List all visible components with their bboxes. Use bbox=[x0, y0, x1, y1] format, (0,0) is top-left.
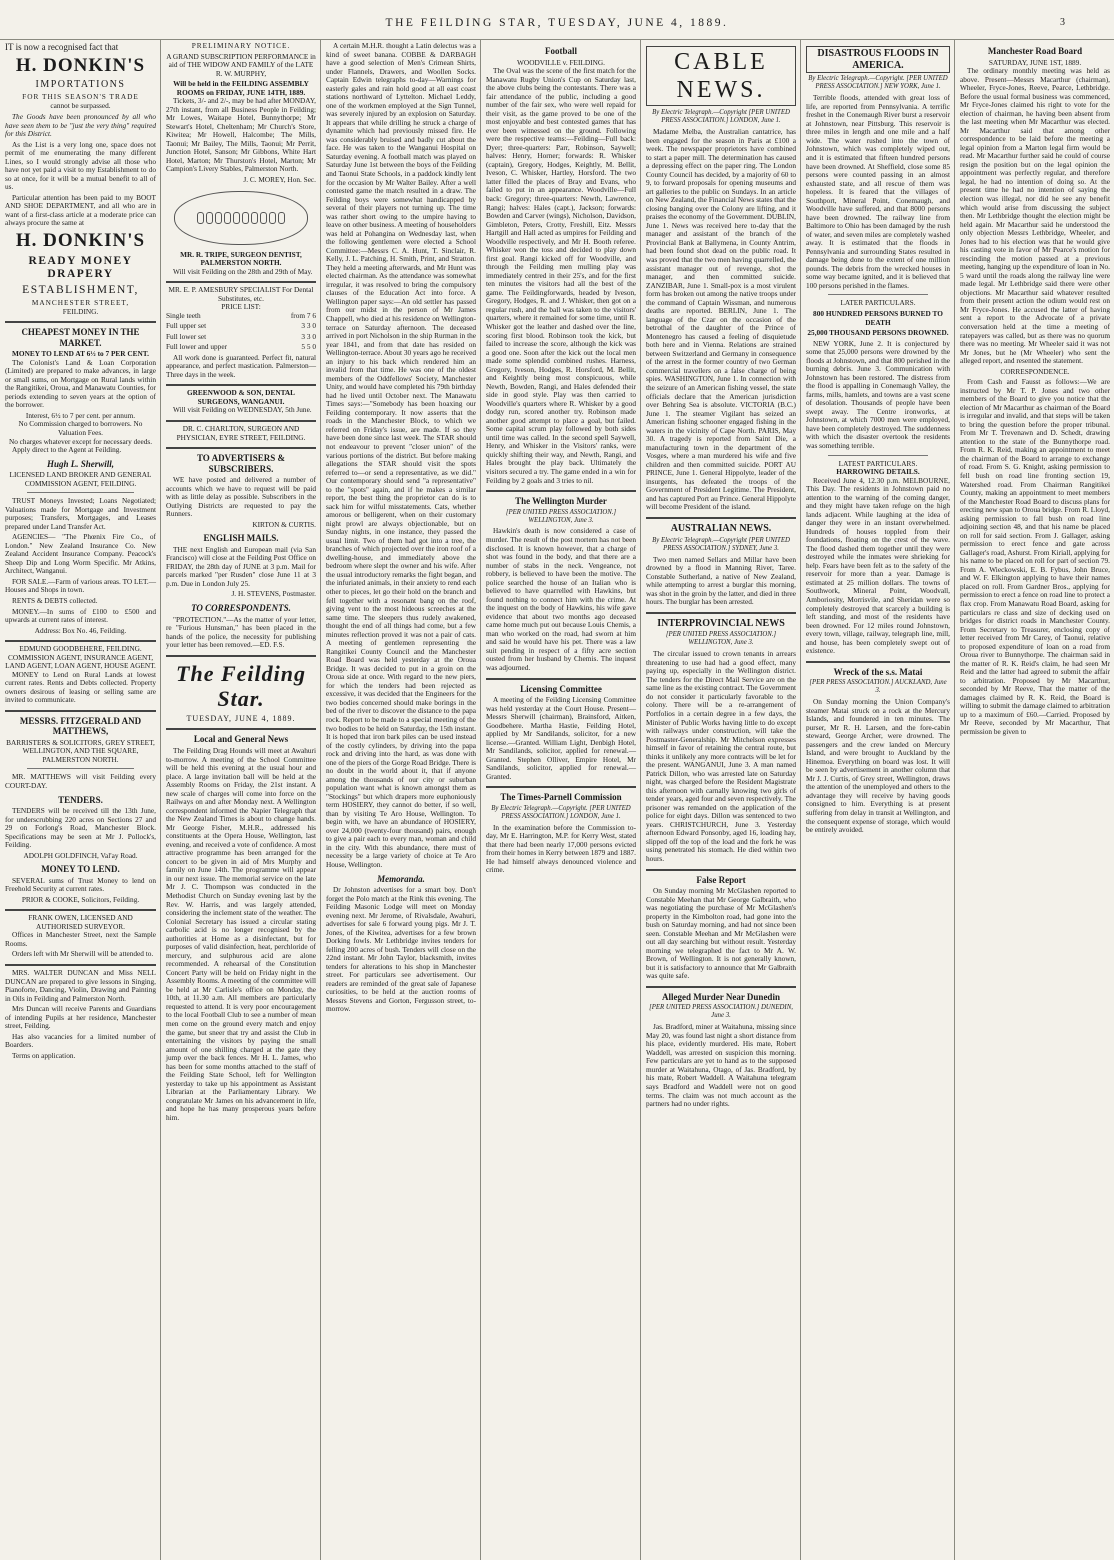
unsurpassed-text: cannot be surpassed. bbox=[50, 100, 111, 110]
cheapest-money-heading: CHEAPEST MONEY IN THE MARKET. bbox=[21, 327, 140, 348]
latest-heading: LATEST PARTICULARS. bbox=[838, 458, 918, 468]
owen-orders: Orders left with Mr Sherwill will be attended to. bbox=[12, 949, 154, 959]
murder-text: Hawkin's death is now considered a case of murder. The result of the post mortem has not been disclosed. It is known however, that a charge of shot was found in the body, and that there are a number of stabs in the neck. Vengeance, not robbery, is believed to have been the motive. The police searched the house of an Italian who is believed to have quarrelled with Hawkins, but found nothing to connect him with the crime. At the inquest on the body of Hawkins, his wife gave evidence that about two months ago deceased came home much put out because Louis Chemis, a man who worked on the road, had sworn at him and said he would have his pet. There was a law suit pending in respect of a fifty acre section ousted from her husband by Chemis. The inquest was adjourned. bbox=[486, 526, 636, 672]
price-item: Full lower and upper bbox=[166, 342, 227, 352]
cable-sub: By Electric Telegraph.—Copyright [PER UNITED PRESS ASSOCIATION.] LONDON, June 1. bbox=[652, 109, 790, 125]
trust-text: TRUST Moneys Invested; Loans Negotiated; Valuations made for Mortgage and Investment purposes; Transfers, Mortgages, and Leases prepared under Land Transfer Act. bbox=[5, 496, 156, 531]
boot-shoe-text: Particular attention has been paid to my BOOT AND SHOE DEPARTMENT, and all who are in want of a first-class article at a moderate price can always procure the same at bbox=[5, 192, 156, 228]
local-news-heading: Local and General News bbox=[193, 734, 289, 745]
grand-performance: A GRAND SUBSCRIPTION PERFORMANCE in aid of THE WIDOW AND FAMILY of the LATE R. W. MURPHY, bbox=[166, 51, 316, 78]
column-4 bbox=[480, 40, 640, 1560]
price-value: 3 3 0 bbox=[301, 321, 316, 331]
no-commission: No Commission charged to borrowers. No Valuation Fees. bbox=[18, 419, 143, 437]
money-to-lend-heading: MONEY TO LEND. bbox=[41, 864, 120, 875]
column-3 bbox=[320, 40, 480, 1560]
tenders-heading: TENDERS. bbox=[58, 794, 103, 805]
advertisers-text: WE have posted and delivered a number of accounts which we have to request will be paid with as little delay as possible. Subscribers in the Outlying Districts are requested to pay the Runners. bbox=[166, 475, 316, 519]
barristers-text: BARRISTERS & SOLICITORS, GREY STREET, WELLINGTON, AND THE SQUARE, PALMERSTON NORTH. bbox=[6, 737, 155, 764]
column-2 bbox=[160, 40, 320, 1560]
correspondents-text: "PROTECTION."—As the matter of your letter, re "Furious Hunsman," has been placed in the hands of the police, the necessity for publishing your letter has been removed.—ED. F.S. bbox=[166, 614, 316, 650]
money-text: MONEY.—In sums of £100 to £500 and upwards at current rates of interest. bbox=[5, 606, 156, 625]
price-list-label: PRICE LIST: bbox=[221, 302, 261, 312]
english-mails-text: THE next English and European mail (via San Francisco) will close at the Feilding Post Office on FRIDAY, the 28th day of JUNE at 3 p.m. Mail for parcels marked "per Rusden" close June 11 at 3 p.m. Due in London July 25. bbox=[166, 544, 316, 588]
apply-text: Apply direct to the Agent at Feilding. bbox=[12, 445, 122, 455]
goodbehere-text: MONEY to Lend on Rural Lands at lowest current rates. Rents and Debts collected. Property owners desirous of leasing or selling same are invited to communicate. bbox=[5, 669, 156, 705]
postmaster-sig: J. H. STEVENS, Postmaster. bbox=[231, 589, 316, 599]
amesbury-ad: MR. E. P. AMESBURY SPECIALIST For Dental Substitutes, etc. bbox=[168, 285, 314, 303]
correspondence-text: From Cash and Fausst as follows:—We are instructed by Mr T. P. Jones and two other members of the Board to give you notice that the election of Mr Macarthur as chairman of the Board is irregular and invalid, and that steps will be taken to bring the question before the proper tribunal. From Mr T. Trevenawn and D. Schedt, drawing attention to the state of the Bunnythorpe road. From R. K. Reid, making an appointment to meet the chairman of the Board to arrange to exchange of road. From S. G. Knight, asking permission to fell bush on road line fronting section 19, Watershed road. From Chairman Rangitikei County, making an appointment to meet members of the Manchester Road Board to discuss plans for erecting new span to Oroua bridge. From R. Lloyd, asking permission to fall bush on road line adjoining section 48, and that his name be placed on roll for said section. From J. Gallager, asking permission to erect fence and gate across Gallager's road, Ashurst. From Kiriall, applying for his name to be placed on roll for part of section 79. From A. Wieckowski, E. B. Fybus, John Bruce, and W. F. Elkington applying to have their names placed on roll. From Gardner Bros., applying for permission to erect a fence on road line to protect a flax crop. From Manawatu Road Board, asking for particulars re class and size of decking used on bridges for district roads in Manchester County. From Secretary to Treasurer, enclosing copy of letter received from Mr Carey, of Taonui, relative to proposed expenditure of loan on a road from Oroua river to Bunnythorpe. The chairman said in the matter of R. K. Reid's claim, he had seen Mr Reid and the latter had agreed to submit the affair to arbitration. Proposed by Mr Macarthur, seconded by Mr Reeve, That the matter of the damages claimed by R. K. Reid, the Board is willing to submit the damage claimed to arbitration up to a maximum of £60.—Carried. Proposed by Mr Reeve, seconded by Mr Macarthur, That permission be given to bbox=[960, 377, 1110, 736]
dunedin-sub: [PER UNITED PRESS ASSOCIATION.] DUNEDIN, June 3. bbox=[649, 1004, 793, 1020]
duncan-text-2: Mrs Duncan will receive Parents and Guardians of intending Pupils at her residence, Manchester street, Feilding. bbox=[5, 1004, 156, 1031]
licensing-text: A meeting of the Feilding Licensing Committee was held yesterday at the Court House. Present—Messrs Sherwill (chairman), Brainsford, Aitken, Goodbehere. Martha Hastie, Feilding Hotel, applied by Mr Sandilands, solicitor, for a new license.—Granted. William Light, Denbigh Hotel, Mr Sandilands, solicitor, applied for renewal.—Granted. Stephen Olliver, Empire Hotel, Mr Sandilands, solicitor, applied for renewal.—Granted. bbox=[486, 695, 636, 781]
price-row bbox=[166, 333, 316, 342]
local-news-text: The Feilding Drag Hounds will meet at Awahuri to-morrow. A meeting of the School Committee will be held this evening at the usual hour and place. A large invitation ball will be held at the Assembly Rooms on Friday, the 21st instant. A new scale of charges will come into force on the Railways on and after Monday next. A Wellington correspondent informed the Napier Telegraph that the New Zealand Times is about to change hands. Mr George Fisher, M.H.R., addressed his constituents at the Opera House, Wellington, last evening, and received a vote of confidence. A most attractive programme has been arranged for the concert to be given in aid of Mrs Murphy and family on June 14th. The programme will appear in our next issue. The memorial service on the late Mr J. C. Thompson was conducted in the Methodist Church on Sunday evening last by the Rev. W. Harris, and was largely attended, considering the inclement state of the weather. The Colonial Secretary has issued a circular stating carbolic acid is no longer recognised by the authorities at Home as a disinfectant, but for purposes of valid disinfection, heat, perchloride of mercury, and sulphurous acid are alone recommended. A rehearsal of the Constitution Concert Party will be held on Friday night in the Assembly Rooms. A meeting of the committee will be held at Mr Carlisle's office on Monday, the 10th, at 11.30 a.m. All members are particularly requested to attend. It is very poor encouragement to the local Football Club to see a number of mean men come on the ground every match and enjoy the game, but sneer that try and assist the Club in entertaining the visitors by paying the small amount of one shilling charged at the gate they jump over the back fences. Mr H. L. James, who has been for some months attached to the staff of the Feilding State School, left for Wellington yesterday to take up his appointment as Assistant Librarian at the Parliamentary Library. We congratulate Mr James on his advancement in life, and hope he has many prosperous years before him. bbox=[166, 745, 316, 1122]
goldfinch-text: ADOLPH GOLDFINCH, Val'ay Road. bbox=[23, 850, 138, 860]
column-5 bbox=[640, 40, 800, 1560]
greenwood-visit: Will visit Feilding on WEDNESDAY, 5th June. bbox=[173, 405, 312, 415]
wreck-sub: [PER PRESS ASSOCIATION.] AUCKLAND, June 3. bbox=[809, 679, 947, 695]
price-item: Full upper set bbox=[166, 321, 207, 331]
football-text: The Oval was the scene of the first match for the Manawatu Rugby Union's Cup on Saturday last, the above clubs being the contestants. There was a fair attendance of the public, including a good number of the fair sex, who were well repaid for their visit, as the game proved to be one of the most enjoyable and best contested games that has ever been witnessed on the ground. Following were the respective teams:—Feilding—Full back: Dyer; three-quarters: Parr, Robinson, Saywell; halves: Henry, Horner; forwards: R. Whisker (captain), Gregory, Hodges, Keightly, M. Bellit, Iveson, C. Whisker, Hartley, Horsford. The two latter filled the places of Bray and Evans, who failed to put in an appearance. Woodville—Full back: Gregory; three-quarters: Newth, Lawrence, Rangi; halves: Hales (capt.), Jackson; forwards: Bowden and Carver (wings), Nicholson, Davidson, Gimbleton, Peters, Crotty, Freshill, Eitz. Messrs Hartgill and Hall acted as umpires for Feilding and Woodville respectively, and Mr H. Booth referee. Whisker won the toss and decided to play down first goal. Rangi kicked off for Woodville, and through the Feilding men mulling play was immediately centred in their 25's, and for the first ten minutes the visitors had all the best of the game. The Feildingforwards, headed by Iveson, Gregory, Hodges, R. and J. Whisker, then got on a regular rush, and the ball was taken to the visitors' quarters, where it remained for some time, until R. Whisker got the leather and dashed over the line, scoring first blood. Robinson took the kick, but failed to increase the score, although the kick was a good one. Soon after the kick out the local men made some splendid combined rushes. Harness, Gregory, Iveson, Hodges, R. Horsford, M. Bellit, and Keightly being most conspicuous, while Newth, Bowden, Rangi, and Hales defended their side in good style. Play was then carried to Woodville's quarters where R. Whisker by a good dodgy run, scored another try. Robinson made another good attempt to place a goal, but failed. Some capital scrum play followed by both sides until time was called. In the second spell Saywell, Henry, and Whisker in the Visitors' ranks, were quickly shifting their way, and Newth, Rangi, and Hales brought the play back. Ultimately the visitors secured a try. The game ended in a win for Feilding by 2 goals and 3 tries to nil. bbox=[486, 66, 636, 485]
memoranda-heading: Memoranda. bbox=[377, 873, 425, 884]
floods-heading: DISASTROUS FLOODS IN AMERICA. bbox=[806, 46, 950, 73]
price-list bbox=[166, 312, 316, 352]
guaranteed-text: All work done is guaranteed. Perfect fit, natural appearance, and perfect mastication. Palmerston—Three days in the week. bbox=[166, 352, 316, 379]
road-board-heading: Manchester Road Board bbox=[987, 46, 1083, 56]
sherwill-title: LICENSED LAND BROKER AND GENERAL COMMISSION AGENT, FEILDING. bbox=[9, 470, 152, 488]
interprovincial-text: The circular issued to crown tenants in arrears threatening to use had had a good effect, many paying up, especially in the Wellington district. The tenders for the Direct Mail Service are on the same line as the existing contract. The Government do not consider it particularly favorable to the colony. There will be a re-arrangement of Portfolios in a certain degree in a few days, the Minister of Public Works having little to do except with railways under construction, will take the Postmaster-Generalship. Mr Mitchelson expresses himself in favor of retaining the central route, but thinks it unlikely any more contracts will be let for the present. WANGANUI, June 3. A man named Patrick Dillon, who was arrested late on Saturday night, was charged before the Resident Magistrate this afternoon with carnally knowing two girls of tender years, aged four and seven respectively. The prisoner was remanded on the application of the police for eight days. Dillon was sentenced to two years. CHRISTCHURCH, June 3. Yesterday afternoon Edward Ponsonby, aged 16, loading hay, slipped off the top of the load and the fork he was using penetrated his stomach. He died within two hours. bbox=[646, 649, 796, 863]
goods-text: The Goods have been pronounced by all who have seen them to be "just the very thing" required for this District. bbox=[5, 112, 156, 139]
street-text: MANCHESTER STREET, bbox=[31, 298, 130, 308]
tenders-text: TENDERS will be received till the 13th June, for underscrubbing 220 acres on Sections 27 and 29 on Forlong's Road, Manchester Block. Specifications may be seen at Mr J. Pollock's, Feilding. bbox=[5, 806, 156, 850]
false-report-heading: False Report bbox=[696, 874, 746, 885]
goodbehere-ad: EDMUND GOODBEHERE, FEILDING. COMMISSION AGENT, INSURANCE AGENT, LAND AGENT, LOAN AGENT, HOUSE AGENT. bbox=[5, 644, 156, 671]
sherwill-name: Hugh L. Sherwill, bbox=[46, 458, 115, 469]
terms-text: Terms on application. bbox=[12, 1050, 76, 1060]
rents-text: RENTS & DEBTS collected. bbox=[12, 596, 98, 606]
parnell-sub: By Electric Telegraph.—Copyright. [PER UNITED PRESS ASSOCIATION.] LONDON, June 1. bbox=[491, 804, 631, 820]
australian-text: Two men named Sellars and Millar have been drowned by a flood in Manning River, Taree. Constable Sutherland, a native of New Zealand, while attempting to arrest a burglar this morning, was shot in the groin by the latter, and died in three hours. The burglar has been arrested. bbox=[646, 554, 796, 607]
english-mails-heading: ENGLISH MAILS. bbox=[203, 533, 279, 544]
cable-text: Madame Melba, the Australian cantatrice, has been engaged for the season in Paris at £100 a week. The newspaper proprietors have combined to start a paper mill. The determination has caused a depressing effect on the paper ring. The London County Council has decided, by a majority of 60 to 9, to forward proposals for opening museums and art galleries to the public on Sundays. In an article on New Zealand, the Financial News states that the closing banging over the Colony are lifting, and it praises the economy of the Government. DUBLIN, June 1. News was received here to-day that the manager and assistant of the branch of the Provincial Bank at Ballymena, in County Antrim, had been found shot dead on the public road. It was proved that the two men having quarrelled, the assistant manager out of revenge, shot the manager, and then committed suicide. ZANZIBAR, June 1. Small-pox is a most virulent form has broken out among the native troops under the command of Captain Wissman, and numerous deaths are reported. BERLIN, June 1. The language of the Czar on the occasion of the betrothal of the daughter of the Prince of Montenegro has caused a feeling of disquietude both here and in Vienna. Relations are strained between Switzerland and Germany in consequence of the arrest in the former country of two German commercial travellers on a false charge of being spies. WASHINGTON, June 1. In connection with the seizure of an American fishing vessel, the state officials declare that the American jurisdiction over Behring Sea is absolute. VICTORIA (B.C.) June 1. The steamer Vigilant has seized an American fishing schooner engaged fishing in the waters in the vicinity of Cape North. PARIS, May 30. A tragedy is reported from Saint Die, a manufacturing town in the department of the Vosges, where a man murdered his wife and five children and then committed suicide. PORT AU PRINCE, June 1. General Hippolyte, leader of the insurgents, has defeated the troops of the Government of President Legitime. The President, and has captured Port au Prince. General Hippolyte will become President of the island. bbox=[646, 127, 796, 512]
harrowing-text: Received June 4, 12.30 p.m. MELBOURNE, This Day. The residents in Johnstown paid no attention to the warning of the coming danger, and they might have taken refuge on the high lands adjacent. While laughing at the idea of danger they were in an instant overwhelmed. Hundreds of houses toppled from their foundations, floating on the crest of the wave. The flood dashed them together until they were destroyed while the inmates were shrieking for help. Fears have been felt as to the safety of the reservoir for more than a year. Damage is estimated at 25 million dollars. The towns of Southwork, Mineral Point, Woodvall, Amboriosity, Morrisvile, and Sheridan were so completely destroyed that scarcely a building is left standing, and most of the residents have been drowned. For 12 miles round Johnstown, every town, village, railway, telegraph line, mill, and house, has been completely swept out of existence. bbox=[806, 475, 950, 656]
morey-sig: J. C. MOREY, Hon. Sec. bbox=[243, 174, 316, 184]
later-headline: 800 HUNDRED PERSONS BURNED TO DEATH bbox=[813, 309, 943, 327]
interprovincial-heading: INTERPROVINCIAL NEWS bbox=[657, 617, 785, 629]
price-item: Full lower set bbox=[166, 331, 207, 341]
kirton-curtis: KIRTON & CURTIS. bbox=[252, 519, 316, 529]
later-heading: LATER PARTICULARS. bbox=[840, 298, 916, 308]
price-row bbox=[166, 343, 316, 352]
agencies-text: AGENCIES— "The Phœnix Fire Co., of London." New Zealand Insurance Co. New Zealand Accident Insurance Company. Peacock's Sheep Dip and Long Worm Specific. Mr Atkins, Architect, Wanganui. bbox=[5, 532, 156, 576]
establishment-heading: ESTABLISHMENT, bbox=[22, 283, 139, 296]
later-text: NEW YORK, June 2. It is conjectured by some that 25,000 persons were drowned by the floods at Johnstown, and that 800 perished in the burning debris. June 3. Communication with Johnstown has been restored. The distress from the flood is appalling in Conemaugh Valley, the farms, mills, hamlets, and towns are a vast scene of desolation. Thousands of people have been swept away. The Centre ironworks, at Johnstown, at which 7000 men were employed, have been completely destroyed. The suddenness with which the disaster overtook the residents was something terrible. bbox=[806, 338, 950, 450]
assembly-held: Will be held in the FEILDING ASSEMBLY ROOMS on FRIDAY, JUNE 14TH, 1889. bbox=[173, 79, 309, 97]
greenwood-ad: GREENWOOD & SON, DENTAL SURGEONS, WANGANUI. bbox=[186, 388, 296, 406]
donkin-name-2: H. DONKIN'S bbox=[15, 229, 146, 251]
road-board-text: The ordinary monthly meeting was held as above. Present—Messrs Macarthur (chairman), Wheeler, Fryce-Jones, Reeve, Pearce, Lethbridge. Before the usual formal business was commenced, Mr Fryce-Jones claimed his right to vote for the election of chairman, he having been absent from the last meeting when Mr Macarthur was elected. Mr Macarthur said that among other correspondence to be laid before the meeting a legal opinion from a Marton legal firm would be read. Mr Macarthur further said he could of course resign the position but on the legal opinion the appointment was perfectly regular, and therefore legal, he had no intention of doing so. At the present time he had no intention of saying the election was illegal, nor did he see any benefit which would arise from discussing the subject then. Mr Lethbridge thought the election might be held again. Mr Macarthur said he understood the only objection Messrs Lethbridge, Wheeler, and Jones had to his election was that he would give his casting vote in favor of Mr Pearce's motion for rescinding the motion passed at a previous meeting, hanging up the expenditure of loan in No. 5 ward until the roads along the railway line were made legal. Mr Lethbridge said there were other objections. Mr Macarthur said whatever resulted from their present action the odium would rest on Mr Fryce-Jones. He accused the latter of having sent a report to the Advocate of a private conversation held at the time a meeting of ratepayers was called, but as there was no quorum there was no meeting. Mr Wheeler said it was not Mr Jones, but he (Mr Wheeler) who sent the alleged report, and resented the statement. bbox=[960, 66, 1110, 366]
charlton-ad: DR. C. CHARLTON, SURGEON AND PHYSICIAN, EYRE STREET, FEILDING. bbox=[176, 424, 306, 442]
duncan-text-3: Has also vacancies for a limited number of Boarders. bbox=[5, 1031, 156, 1050]
col3-news: A certain M.H.R. thought a Latin delectus was a kind of sweet banana. COBBE & DARBAGH have a good selection of Men's Crimean Shirts, under Flannels, Drawers, and Woollen Socks. Captain Edwin telegraphs to-day—Warnings for easterly gales and rain hold good at all east coast stations northward of Lyttelton. Michael Leddy, one of the workmen employed at the Sign Tunnel, was severely injured by an explosion on Saturday. It appears that while drilling he struck a charge of dynamite which had previously missed fire. He was considerably bruised and badly cut about the face. He was taken to the Wanganui Hospital on Saturday evening. A football match was played on Saturday June 1st between the boys of the Feilding and Taonui State Schools, in a paddock kindly lent for the occasion by Mr Walter Bailey. After a well contested game the match resulted in a draw. The Feilding boys were somewhat handicapped by several of their players not turning up. The time was rather short owing to the umpire having to leave on other business. A meeting of householders was held at Pohangina on Wednesday last, when the following gentlemen were elected a School Committee:—Messrs C. A. Hunt, T. Sinclair, R. Kelly, J. L. Patching, H. Smith, Print, and Stratton. They held a meeting afterwards, and Mr Hunt was elected chairman. As the attendance was somewhat irregular, it was resolved to bring the compulsory clauses of the Education Act into force. A Wellington paper says:—An old settler has passed from our midst in the person of Mr James Chappell, who died at his residence on Wellington-terrace on Saturday afternoon. The deceased arrived in port Nicholson in the ship Rurman in the year 1841, and from that date has resided on Wellington-terrace. About 30 years ago he received an injury to his back which rendered him an invalid from that time. He was one of the oldest members of the Oddfellows' Society, Manchester Unity, and would have completed his 79th birthday had he lived until October next. The Manawatu Times says:—"Somebody has been hoaxing our Feilding contemporary. It now asserts that the roads in the Manchester Block, to which we referred on Friday's issue, are made. If so they have been done since last week. The STAR should not endeavour to prevent "closer union" of the various portions of the district. But before making allegations the STAR should visit the spots referred to—or send a representative, as we did." Our contemporary should send "a representative" to the "spots" again, and if he makes a similar report, the best thing the proprietor can do is to sack him for wilful misstatements. Cats, whether amorous or belligerent, when on their customary night prowl are always objectionable, but on Sunday nights, in one instance, they passed the usual limit. Two of them had got into a tree, the branches of which projected over the iron roof of a dwelling-house, and immediately above the bedroom where slept the owner and his wife. After the usual introductory remarks the fight began, and the infuriated animals, in their anxiety to rend each other to pieces, let go their hold on the branch and fell together with a resonant bang on the roof, giving vent to the most hideous screeches at the same time. The sleepers thus rudely awakened, thought the end of all things had come, but a few minutes reflection proved it was not a pair of cats. A meeting of gentlemen representing the Rangitikei County Council and the Manchester Road Board was held yesterday at the Oroua Bridge. It was decided to put in a groin on the Oroua side at once. With regard to the new piers, for which the tenders had been rejected as excessive, it was decided that the Engineers for the two bodies concerned should make borings in the bed of the river to discover the distance to the papa rock. Report to be made to a special meeting of the two bodies to be held on Saturday, the 15th instant. It is hoped that iron bark piles can be used instead of the costly cylinders, by driving into the papa rock and driving into the hard, as was done with one of the piers of the Gorge Road Bridge. There is no doubt in the world about it, that if anyone among the thousands of our city or suburban population want what is known amongst them as "Stockings" but which drapers more euphoniously term HOSIERY, they cannot do better, if so well, than by visiting Te Aro House, Wellington. To begin with, we have an abundance of HOSIERY, over 24,000 (twenty-four thousand) pairs, enough to give a pair each to every man, woman and child in the city. With this abundance, there must of necessity be a large variety of choice at Te Aro House, Wellington. bbox=[326, 41, 476, 869]
fitzgerald-heading: MESSRS. FITZGERALD AND MATTHEWS, bbox=[19, 715, 142, 737]
price-item: Single teeth bbox=[166, 310, 201, 320]
licensing-heading: Licensing Committee bbox=[520, 683, 602, 694]
australian-heading: AUSTRALIAN NEWS. bbox=[670, 522, 772, 534]
tripe-ad: MR. R. TRIPE, SURGEON DENTIST, PALMERSTON NORTH. bbox=[180, 249, 302, 268]
masthead-title: THE FEILDING STAR, TUESDAY, JUNE 4, 1889. bbox=[0, 0, 1114, 40]
football-match: WOODVILLE v. FEILDING. bbox=[517, 57, 605, 67]
dunedin-text: Jas. Bradford, miner at Waitahuna, missing since May 20, was found last night a short distance from his place, evidently murdered. His mate, Robert Waddell, was arrested on suspicion this morning. Few particulars are yet to hand as to the supposed murder at Waitahuna, Otago, of Jas. Bradford, by his mate, Robert Waddell. A Waitahuna telegram says Bradford and Waddell were not on good terms. The claim was not much account as the partners had no under rights. bbox=[646, 1022, 796, 1109]
tickets-text: Tickets, 3/- and 2/-, may be had after MONDAY, 27th instant, from all Business People in Feilding; Mr Lowes, Waitape Hotel, Bunnythorpe; Mr Stewart's Hotel, Cheltenham; Mr Church's Store, Kiwitea; Mr Howell, Halcombe; The Mills, Taonui; Mr Bailey, The Mills, Taonui; Mr Perrit, Junction Hotel, Sanson; Mr Gibbons, White Hart Hotel, Marton; Mr Thurston's Hotel, Marton; Mr Campion's Livery Stables, Palmerston North. bbox=[166, 96, 316, 174]
colonist-text: The Colonist's Land & Loan Corporation (Limited) are prepared to make advances, in large or small sums, on Mortgage on Rural lands within the Rangitikei, Oroua, and Manawatu Counties, for periods extending to seven years at the option of the borrower. bbox=[5, 357, 156, 410]
tripe-visit: Will visit Feilding on the 28th and 29th of May. bbox=[173, 266, 313, 276]
prior-cooke: PRIOR & COOKE, Solicitors, Feilding. bbox=[21, 894, 140, 904]
lend-rate: MONEY TO LEND AT 6½ to 7 PER CENT. bbox=[12, 349, 149, 359]
wreck-text: On Sunday morning the Union Company's steamer Matai struck on a rock at the Mercury Islands, and foundered in ten minutes. The purser, Mr R. H. Larsen, and the fore-cabin steward, George Archer, were drowned. The passengers and the crew landed on Mercury Island, and were brought to Auckland by the Hinemoa. Everything on board was lost. It will be seen by advertisement in another column that Mr J. J. Curtis, of Grey street, Wellington, draws the attention of the unemployed and others to the advantage they will receive by having goods consigned to him. Everything is at present suffering from delay in transit at Wellington, and the consequent expense of storage, which would be entirely avoided. bbox=[806, 697, 950, 835]
owen-ad: FRANK OWEN, LICENSED AND AUTHORISED SURVEYOR. bbox=[28, 913, 133, 931]
no-charges: No charges whatever except for necessary deeds. bbox=[8, 436, 153, 446]
owen-offices: Offices in Manchester Street, next the Sample Rooms. bbox=[5, 930, 156, 948]
paper-date: TUESDAY, JUNE 4, 1889. bbox=[186, 714, 296, 724]
later-headline-2: 25,000 THOUSAND PERSONS DROWNED. bbox=[807, 328, 949, 338]
denture-illustration bbox=[174, 191, 308, 245]
town-text: FEILDING. bbox=[62, 306, 99, 316]
preliminary-notice: PRELIMINARY NOTICE. bbox=[191, 41, 291, 50]
correspondents-heading: TO CORRESPONDENTS. bbox=[191, 602, 291, 613]
page-number: 3 bbox=[1060, 17, 1065, 28]
false-report-text: On Sunday morning Mr McGlashen reported to Constable Meehan that Mr George Galbraith, who was negotiating the purchase of Mr McGlashen's property in the Kimbolton road, had gone into the bush on Saturday morning, and had not since been seen. Constable Meehan and Mr McGlashen were out all day searching but without result. Yesterday morning we telegraphed the fact to Mr A. W. Brown, of Wellington. It is not generally known, but it is satisfactory to announce that Mr Galbraith was quite safe. bbox=[646, 886, 796, 981]
column-6 bbox=[800, 40, 954, 1560]
price-value: 5 5 0 bbox=[301, 342, 316, 352]
aslist-text: As the List is a very long one, space does not permit of me enumerating the many different Lines, so I would strongly advise all those who have not yet paid a visit to my Establishment to do so at once, for it will be a mutual benefit to all of us. bbox=[5, 139, 156, 192]
column-7 bbox=[954, 40, 1114, 1560]
floods-sub: By Electric Telegraph.—Copyright. [PER UNITED PRESS ASSOCIATION.] NEW YORK, June 1. bbox=[808, 75, 948, 91]
wreck-heading: Wreck of the s.s. Matai bbox=[833, 666, 923, 677]
interprovincial-sub: [PER UNITED PRESS ASSOCIATION.] WELLINGTON, June 3. bbox=[665, 631, 777, 647]
murder-sub: [PER UNITED PRESS ASSOCIATION.] WELLINGTON, June 3. bbox=[505, 508, 617, 524]
memoranda-text: Dr Johnston advertises for a smart boy. Don't forget the Polo match at the Rink this evening. The Feilding Masonic Lodge will meet on Monday evening next. Mr Jerome, of Rivalsdale, Awahuri, advertises for sale 6 forward young pigs. Mr J. T. Jones, of the Kiwitea, advertises for a few brown Dorking fowls. Mr Lethbridge invites tenders for felling 200 acres of bush. Tenders will close on the 22nd instant. Mr John Taylor, blacksmith, invites tenders for alterations to his shop in Manchester street. For particulars see advertisement. Our readers are reminded of the great sale of Japanese curiosities, to be held at the auction rooms of Messrs Stevens and Gorton, Fergusson street, to-morrow. bbox=[326, 885, 476, 1014]
season-text: FOR THIS SEASON'S TRADE bbox=[22, 92, 139, 101]
harrowing-heading: HARROWING DETAILS. bbox=[836, 467, 920, 477]
address-text: Address: Box No. 46, Feilding. bbox=[34, 625, 127, 635]
drapery-heading: READY MONEY DRAPERY bbox=[28, 254, 133, 281]
matthews-text: MR. MATTHEWS will visit Feilding every COURT-DAY. bbox=[5, 772, 156, 791]
dunedin-heading: Alleged Murder Near Dunedin bbox=[662, 991, 780, 1002]
paper-masthead: The Feilding Star. bbox=[176, 660, 306, 712]
price-value: from 7 6 bbox=[290, 310, 316, 320]
forsale-text: FOR SALE.—Farm of various areas. TO LET.—Houses and Shops in town. bbox=[5, 576, 156, 595]
donkin-intro: IT is now a recognised fact that bbox=[5, 42, 119, 52]
price-row bbox=[166, 322, 316, 331]
parnell-heading: The Times-Parnell Commission bbox=[500, 792, 622, 803]
football-heading: Football bbox=[544, 46, 577, 56]
price-row bbox=[166, 312, 316, 321]
parnell-text: In the examination before the Commission to-day, Mr E. Harrington, M.P. for Kerry West, stated that there had been nearly 17,000 persons evicted from their homes in Kerry between 1879 and 1887. He had himself always denounced violence and crime. bbox=[486, 822, 636, 875]
floods-text: Terrible floods, attended with great loss of life, are reported from Pennsylvania. A terrific freshet in the Conemaugh River burst a reservoir at Johnstown, near Pittsburg. This reservoir is three miles in length and one mile and a half wide. The water rushed into the town of Johnstown, which was completely wiped out, and it is estimated that fifteen hundred persons have been drowned. At Sheffield, close some 85 persons were counted passing in an almost exhausted state, and all rescue of them was hopeless. It is feared that the villages of Southport, Mineral Point, Conemaugh, and Woodville have suffered, and that 8000 persons have been drowned. The railway line from Baltimore to Ohio has been damaged by the rush of water, and seven miles are completely washed away. It is estimated that the floods in Pennsylvania and surrounding States resulted in damage being done to the extent of one million pounds. The debris from the wrecked houses in some way became ignited, and it is believed that 100 persons perished in the flames. bbox=[806, 93, 950, 290]
road-board-date: SATURDAY, JUNE 1ST, 1889. bbox=[988, 57, 1082, 67]
australian-sub: By Electric Telegraph.—Copyright [PER UNITED PRESS ASSOCIATION.] SYDNEY, June 3. bbox=[652, 536, 790, 552]
interest-text: Interest, 6½ to 7 per cent. per annum. bbox=[25, 410, 136, 420]
column-1 bbox=[0, 40, 160, 1560]
correspondence-heading: CORRESPONDENCE. bbox=[1000, 366, 1070, 376]
duncan-text: MRS. WALTER DUNCAN and Miss NELL DUNCAN are prepared to give lessons in Singing, Pianoforte, Dancing, Violin, Drawing and Painting in Oils in Feilding and Palmerston North. bbox=[5, 968, 156, 1003]
advertisers-heading: TO ADVERTISERS & SUBSCRIBERS. bbox=[196, 453, 286, 474]
several-text: SEVERAL sums of Trust Money to lend on Freehold Security at current rates. bbox=[5, 875, 156, 894]
price-value: 3 3 0 bbox=[301, 331, 316, 341]
importations-heading: IMPORTATIONS bbox=[35, 79, 126, 91]
cable-news-heading: CABLE NEWS. bbox=[646, 46, 796, 106]
donkin-name-1: H. DONKIN'S bbox=[15, 54, 146, 76]
murder-heading: The Wellington Murder bbox=[515, 496, 607, 507]
